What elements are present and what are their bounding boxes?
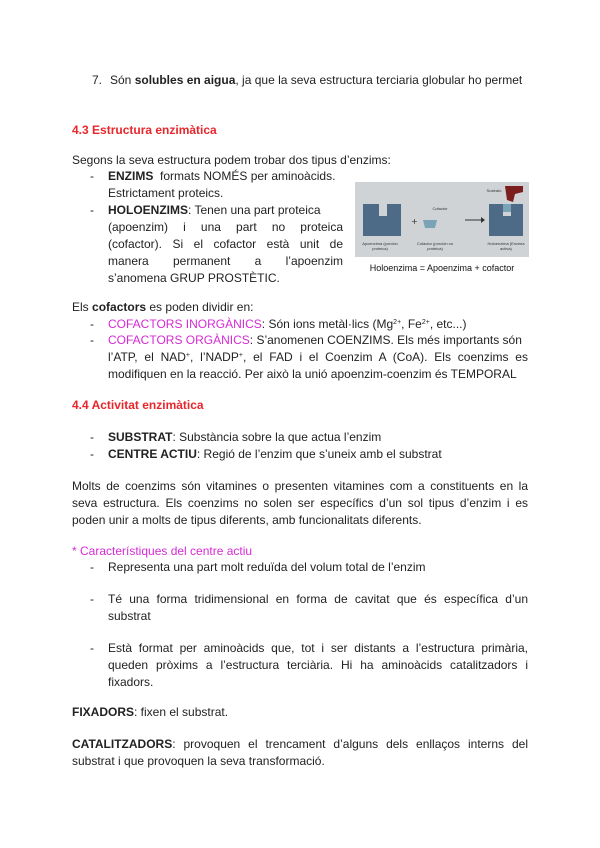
substrat-def: SUBSTRAT: Substància sobre la que actua l’enzim <box>108 430 382 444</box>
organic-cofactors: COFACTORS ORGÀNICS: S’anomenen COENZIMS. Els més importants són <box>108 333 522 347</box>
bullet-dash: - <box>90 641 94 655</box>
bullet-dash: - <box>90 560 94 574</box>
bullet-dash: - <box>90 333 94 347</box>
enzims-line2: Estrictament proteics. <box>108 186 224 200</box>
intro-text: Segons la seva estructura podem trobar dos tipus d’enzims: <box>72 153 391 167</box>
bullet-dash: - <box>90 317 94 331</box>
holo-line4: manera permanent a l’apoenzim <box>108 254 343 268</box>
bullet-dash: - <box>90 447 94 461</box>
list-number: 7. <box>92 73 103 87</box>
coenzyme-paragraph: Molts de coenzims són vitamines o presenten vitamines com a constituents en la seva estructura. Els coenzims no solen ser específics d’un sol tipus d’enzim i es poden unir a molts de tipus diferents, amb funcionalitats diferents. <box>72 479 528 527</box>
holo-line2: (apoenzim) i una part no proteica <box>108 220 343 234</box>
cofactors-intro: Els cofactors es poden dividir en: <box>72 300 254 314</box>
catalitzadors-def: CATALITZADORS: provoquen el trencament d’alguns dels enllaços interns del substrat i que provoquen la seva transformació. <box>72 737 528 768</box>
characteristic-1: Representa una part molt reduïda del volum total de l’enzim <box>108 560 426 574</box>
holo-line5: s’anomena GRUP PROSTÈTIC. <box>108 271 280 285</box>
fixadors-def: FIXADORS: fixen el substrat. <box>72 705 229 719</box>
section-title-4-4: 4.4 Activitat enzimàtica <box>72 398 204 412</box>
apoenzyme-shape <box>363 204 401 236</box>
enzims-line1: ENZIMS formats NOMÉS per aminoàcids. <box>108 169 336 183</box>
bullet-dash: - <box>90 169 94 183</box>
characteristics-title: * Característiques del centre actiu <box>72 544 253 558</box>
section-title-4-3: 4.3 Estructura enzimàtica <box>72 123 217 137</box>
label-cofactor-top: Cofactor <box>432 206 448 211</box>
centre-def: CENTRE ACTIU: Regió de l’enzim que s’uneix amb el substrat <box>108 447 442 461</box>
figure-caption: Holoenzima = Apoenzima + cofactor <box>369 263 515 273</box>
holoenzyme-figure <box>355 182 529 257</box>
svg-text:+: + <box>411 217 418 226</box>
cofactor-shape <box>423 220 437 228</box>
substrate-shape <box>505 186 523 202</box>
label-apoenzima: Apoenzima (porción proteica) <box>362 241 398 251</box>
label-holoenzima: Holoenzima (Enzima activa) <box>487 241 525 251</box>
item7-text: Són solubles en aigua, ja que la seva estructura terciaria globular ho permet <box>110 73 523 87</box>
holo-line1: HOLOENZIMS: Tenen una part proteica <box>108 203 321 217</box>
inorganic-cofactors: COFACTORS INORGÀNICS: Són ions metàl·lics ($Mg^{2+}$, $Fe^{2+}$, etc...) <box>108 317 467 331</box>
label-sustrato: Sustrato <box>486 188 502 193</box>
bullet-dash: - <box>90 430 94 444</box>
characteristic-3: Està format per aminoàcids que, tot i ser distants a l’estructura primària, queden pròxims a l’estructura terciària. Hi ha aminoàcids catalitzadors i fixadors. <box>108 641 528 689</box>
bullet-dash: - <box>90 592 94 606</box>
bullet-dash: - <box>90 203 94 217</box>
label-cofactor: Cofactor (porción no proteica) <box>416 241 454 251</box>
organic-line2: l’ATP, el NAD+, l’NADP+, el FAD i el Coenzim A (CoA). Els coenzims es <box>108 350 528 364</box>
characteristic-2: Té una forma tridimensional en forma de cavitat que és específica d’un substrat <box>108 592 528 623</box>
organic-line3: modifiquen en la reacció. Per això la unió apoenzim-coenzim és TEMPORAL <box>108 367 517 381</box>
holo-line3: (cofactor). Si el cofactor està unit de <box>108 237 343 251</box>
